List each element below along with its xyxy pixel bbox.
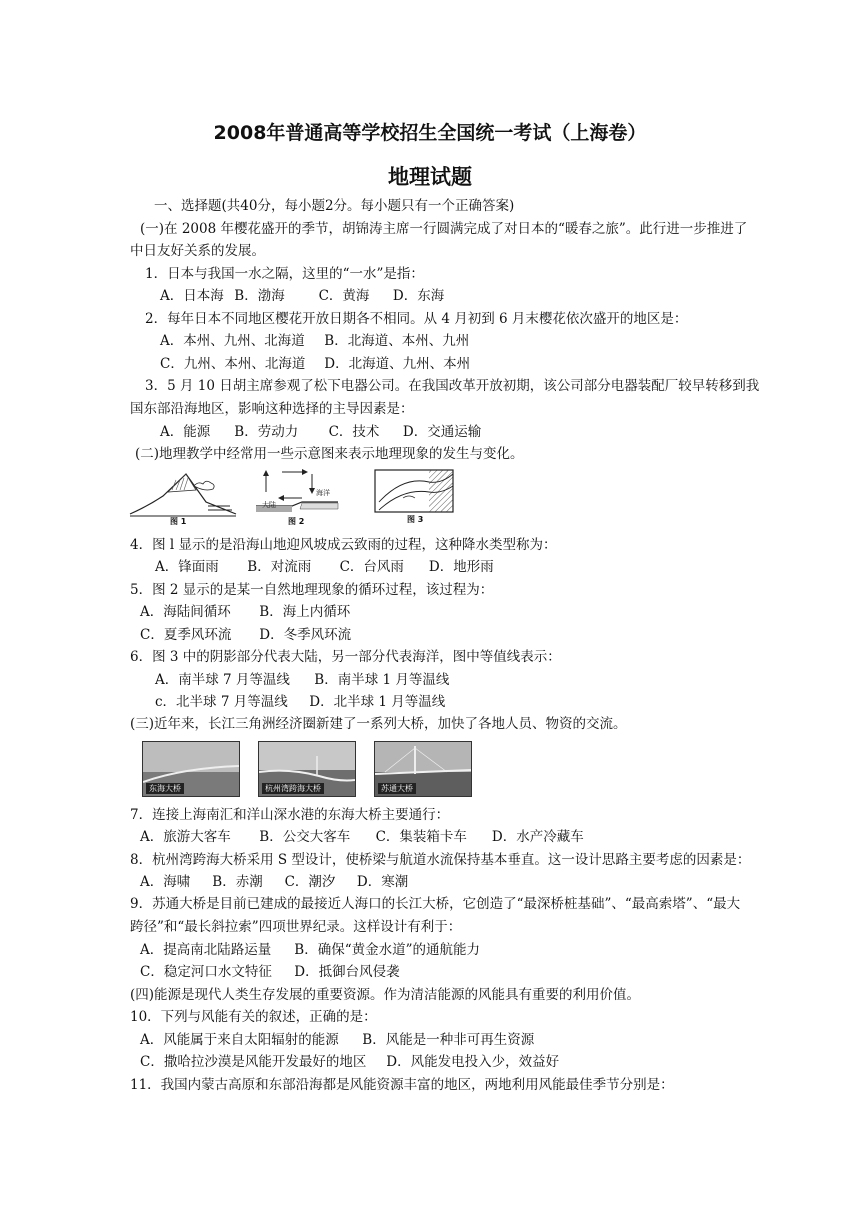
figure-3-label: 图 3 [407, 515, 424, 524]
q7-option-b: B．公交大客车 [259, 829, 351, 845]
question-5-options-row2 [140, 625, 351, 645]
exam-subtitle: 地理试题 [388, 165, 472, 189]
q2-option-c: C．九州、本州、北海道 [160, 356, 306, 372]
part1-intro-line2: 中日友好关系的发展。 [130, 243, 265, 259]
question-4-options [155, 557, 494, 577]
q10-option-c: C．撒哈拉沙漠是风能开发最好的地区 [140, 1054, 367, 1070]
q7-option-d: D．水产冷藏车 [491, 829, 584, 845]
photo-hangzhou-bay-bridge [258, 741, 356, 797]
q6-option-c: c．北半球 7 月等温线 [155, 694, 288, 710]
question-5-options-row1 [140, 602, 350, 622]
question-10-stem: 10．下列与风能有关的叙述，正确的是： [130, 1009, 377, 1025]
question-2-stem: 2．每年日本不同地区樱花开放日期各不相同。从 4 月初到 6 月末樱花依次盛开的地区是： [145, 311, 688, 327]
q8-option-b: B．赤潮 [212, 874, 263, 890]
part1-intro-line1: (一)在 2008 年樱花盛开的季节，胡锦涛主席一行圆满完成了对日本的“暖春之旅”。此行进一步推进了 [140, 221, 748, 237]
q6-option-a: A．南半球 7 月等温线 [155, 672, 290, 688]
q7-option-c: C．集装箱卡车 [375, 829, 467, 845]
question-4-stem: 4．图 l 显示的是沿海山地迎风坡成云致雨的过程，这种降水类型称为： [130, 537, 557, 553]
q3-option-a: A．能源 [160, 424, 211, 440]
photo-sutong-bridge [374, 741, 472, 797]
photo-caption-sutong: 苏通大桥 [378, 783, 416, 794]
question-11-stem: 11．我国内蒙古高原和东部沿海都是风能资源丰富的地区，两地利用风能最佳季节分别是： [130, 1077, 674, 1093]
q2-option-d: D．北海道、九州、本州 [324, 356, 471, 372]
question-6-options-row2 [155, 692, 445, 712]
figure-3-isotherms [373, 466, 457, 524]
q1-option-c: C．黄海 [318, 288, 370, 304]
q5-option-d: D．冬季风环流 [259, 627, 352, 643]
photo-caption-donghai: 东海大桥 [146, 783, 184, 794]
question-6-options-row1 [155, 670, 449, 690]
q1-option-a: A．日本海 [160, 288, 224, 304]
question-9-options-row1 [140, 940, 480, 960]
q4-option-c: C．台风雨 [339, 559, 404, 575]
q8-option-a: A．海啸 [140, 874, 191, 890]
q9-option-d: D．抵御台风侵袭 [294, 964, 400, 980]
question-10-options-row1 [140, 1030, 534, 1050]
q4-option-b: B．对流雨 [247, 559, 312, 575]
figure-2-land-label: 大陆 [262, 501, 276, 509]
figure-1-label: 图 1 [170, 517, 187, 526]
question-9-stem-line1: 9．苏通大桥是目前已建成的最接近人海口的长江大桥，它创造了“最深桥桩基础”、“最高索塔”、“最大 [130, 896, 741, 912]
figure-1-orographic [128, 466, 238, 528]
question-7-stem: 7．连接上海南汇和洋山深水港的东海大桥主要通行： [130, 807, 450, 823]
part2-intro: (二)地理教学中经常用一些示意图来表示地理现象的发生与变化。 [135, 446, 524, 462]
q6-option-b: B．南半球 1 月等温线 [314, 672, 450, 688]
question-9-options-row2 [140, 962, 400, 982]
section-heading: 一、选择题(共40分，每小题2分。每小题只有一个正确答案) [154, 198, 515, 214]
q1-option-b: B．渤海 [234, 288, 285, 304]
q5-option-a: A．海陆间循环 [140, 604, 231, 620]
q9-option-a: A．提高南北陆路运量 [140, 942, 272, 958]
q3-option-b: B．劳动力 [234, 424, 299, 440]
figure-2-label: 图 2 [288, 517, 305, 526]
q2-option-b: B．北海道、本州、九州 [324, 333, 470, 349]
question-3-options [160, 422, 481, 442]
q9-option-b: B．确保“黄金水道”的通航能力 [294, 942, 481, 958]
question-5-stem: 5．图 2 显示的是某一自然地理现象的循环过程，该过程为： [130, 582, 494, 598]
part3-intro: (三)近年来，长江三角洲经济圈新建了一系列大桥，加快了各地人员、物资的交流。 [130, 716, 627, 732]
question-6-stem: 6．图 3 中的阴影部分代表大陆，另一部分代表海洋，图中等值线表示： [130, 649, 561, 665]
photo-caption-hangzhou: 杭州湾跨海大桥 [262, 783, 324, 794]
photo-donghai-bridge [142, 741, 240, 797]
q3-option-c: C．技术 [328, 424, 380, 440]
question-3-stem-line1: 3．5 月 10 日胡主席参观了松下电器公司。在我国改革开放初期，该公司部分电器装配厂较早转移到我 [145, 378, 760, 394]
figure-2-ocean-label: 海洋 [316, 489, 330, 497]
question-3-stem-line2: 国东部沿海地区，影响这种选择的主导因素是： [130, 401, 414, 417]
q6-option-d: D．北半球 1 月等温线 [309, 694, 446, 710]
q4-option-d: D．地形雨 [428, 559, 494, 575]
question-1-stem: 1．日本与我国一水之隔，这里的“一水”是指： [145, 266, 424, 282]
q1-option-d: D．东海 [392, 288, 445, 304]
question-1-options [160, 286, 444, 306]
q10-option-b: B．风能是一种非可再生资源 [362, 1032, 535, 1048]
question-10-options-row2 [140, 1052, 559, 1072]
question-7-options [140, 827, 584, 847]
q10-option-a: A．风能属于来自太阳辐射的能源 [140, 1032, 339, 1048]
q10-option-d: D．风能发电投入少，效益好 [386, 1054, 560, 1070]
q8-option-d: D．寒潮 [356, 874, 409, 890]
q7-option-a: A．旅游大客车 [140, 829, 231, 845]
question-2-options-row2 [160, 354, 470, 374]
question-8-options [140, 872, 408, 892]
q3-option-d: D．交通运输 [402, 424, 482, 440]
q5-option-c: C．夏季风环流 [140, 627, 232, 643]
q2-option-a: A．本州、九州、北海道 [160, 333, 305, 349]
part4-intro: (四)能源是现代人类生存发展的重要资源。作为清洁能源的风能具有重要的利用价值。 [130, 987, 641, 1003]
question-9-stem-line2: 跨径”和“最长斜拉索”四项世界纪录。这样设计有利于： [130, 919, 462, 935]
figure-2-circulation [252, 466, 342, 528]
question-2-options-row1 [160, 331, 469, 351]
q8-option-c: C．潮汐 [284, 874, 336, 890]
question-8-stem: 8．杭州湾跨海大桥采用 S 型设计，使桥梁与航道水流保持基本垂直。这一设计思路主要考虑的因素是： [130, 852, 751, 868]
q4-option-a: A．锋面雨 [155, 559, 219, 575]
exam-title: 2008年普通高等学校招生全国统一考试（上海卷） [213, 122, 647, 144]
q5-option-b: B．海上内循环 [259, 604, 351, 620]
q9-option-c: C．稳定河口水文特征 [140, 964, 272, 980]
